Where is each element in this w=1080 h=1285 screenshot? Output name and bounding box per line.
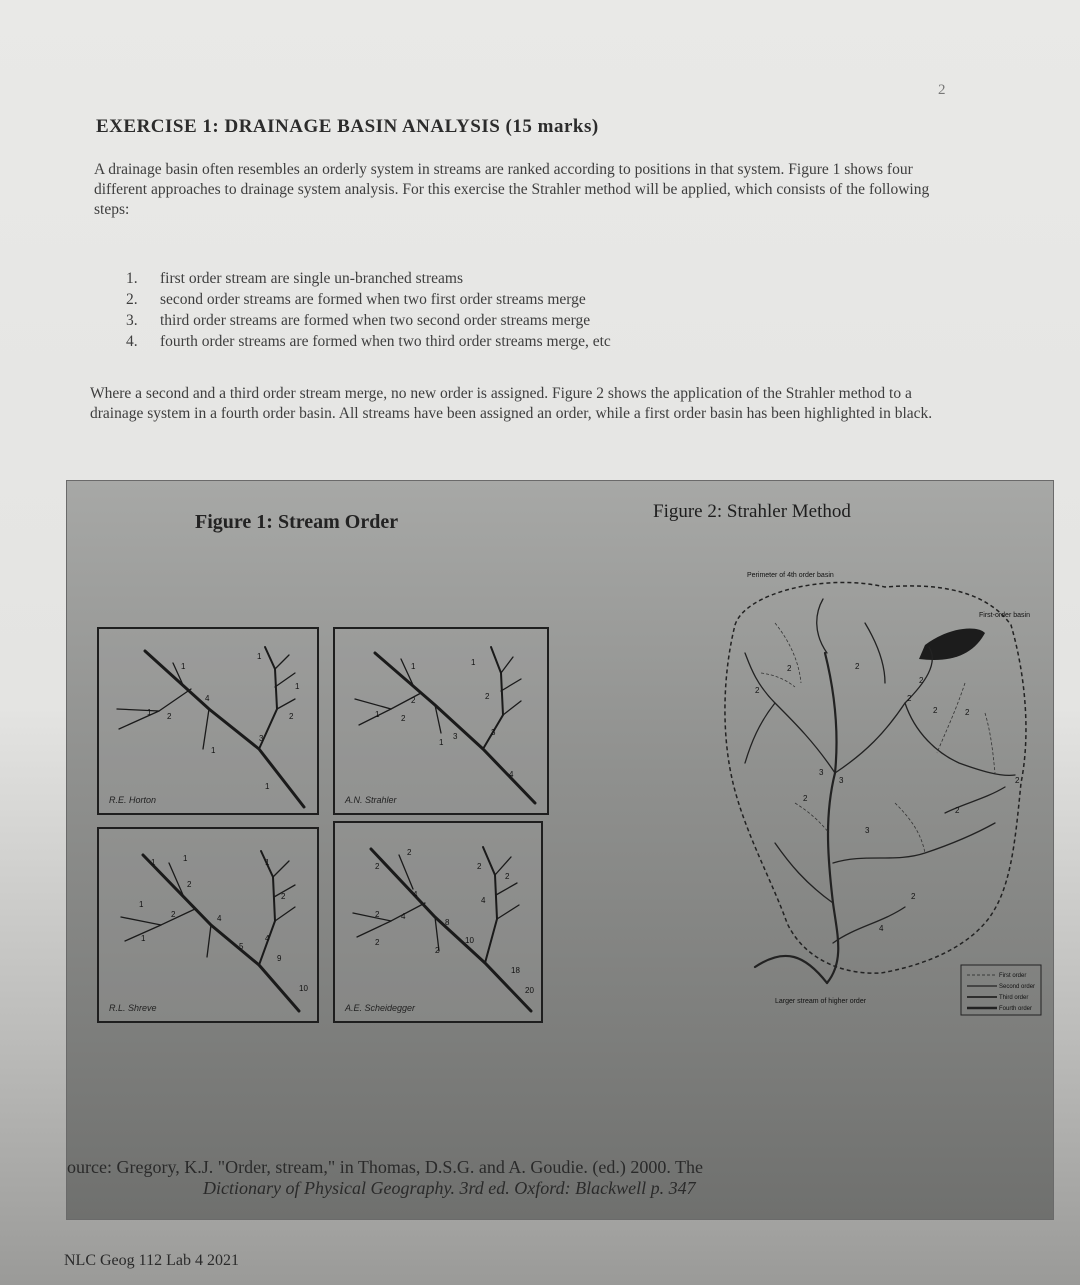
step-number: 1.	[126, 270, 138, 287]
svg-text:3: 3	[819, 768, 824, 777]
source-line-1: ource: Gregory, K.J. "Order, stream," in Thomas, D.S.G. and A. Goudie. (ed.) 2000. The	[67, 1157, 704, 1177]
svg-text:2: 2	[919, 676, 924, 685]
svg-text:1: 1	[257, 652, 262, 661]
svg-text:2: 2	[907, 694, 912, 703]
svg-text:10: 10	[465, 936, 474, 945]
svg-text:2: 2	[803, 794, 808, 803]
perimeter-label: Perimeter of 4th order basin	[747, 572, 834, 579]
horton-label: R.E. Horton	[109, 795, 157, 805]
page-number: 2	[938, 82, 946, 98]
svg-text:1: 1	[181, 662, 186, 671]
svg-text:1: 1	[183, 854, 188, 863]
legend-first-order: First order	[999, 973, 1027, 979]
svg-text:2: 2	[289, 712, 294, 721]
legend-second-order: Second order	[999, 984, 1036, 990]
svg-text:2: 2	[281, 892, 286, 901]
svg-text:2: 2	[1015, 776, 1020, 785]
svg-text:1: 1	[211, 746, 216, 755]
svg-text:2: 2	[477, 862, 482, 871]
strahler-panel	[333, 627, 549, 815]
svg-text:1: 1	[139, 900, 144, 909]
svg-text:3: 3	[839, 776, 844, 785]
svg-text:2: 2	[407, 848, 412, 857]
svg-text:3: 3	[491, 728, 496, 737]
svg-text:5: 5	[239, 942, 244, 951]
list-item	[126, 310, 611, 331]
figure1-title: Figure 1: Stream Order	[195, 511, 399, 533]
list-item	[126, 289, 611, 310]
svg-text:1: 1	[141, 934, 146, 943]
strahler-label: A.N. Strahler	[345, 795, 397, 805]
step-text: third order streams are formed when two second order streams merge	[160, 312, 591, 329]
svg-text:1: 1	[439, 738, 444, 747]
svg-text:2: 2	[375, 862, 380, 871]
figure2-title: Figure 2: Strahler Method	[653, 501, 851, 522]
svg-text:9: 9	[277, 954, 282, 963]
larger-stream-label: Larger stream of higher order	[775, 998, 867, 1005]
first-order-basin	[919, 629, 985, 660]
svg-text:1: 1	[151, 858, 156, 867]
svg-text:2: 2	[855, 662, 860, 671]
svg-text:2: 2	[435, 946, 440, 955]
svg-text:2: 2	[375, 938, 380, 947]
svg-text:2: 2	[375, 910, 380, 919]
step-text: first order stream are single un-branched streams	[160, 270, 463, 287]
svg-text:2: 2	[787, 664, 792, 673]
footer: NLC Geog 112 Lab 4 2021	[64, 1252, 239, 1269]
scheidegger-label: A.E. Scheidegger	[345, 1003, 416, 1013]
first-order-basin-label: First-order basin	[979, 612, 1030, 619]
svg-text:2: 2	[401, 714, 406, 723]
shreve-label: R.L. Shreve	[109, 1003, 157, 1013]
intro-paragraph: A drainage basin often resembles an orderly system in streams are ranked according to positions in that system. Figure 1 shows four different approaches to drainage system analysis. For this exercise the Strahler method will be applied, which consists of the following steps:	[94, 161, 930, 218]
step-number: 3.	[126, 312, 138, 329]
svg-text:4: 4	[265, 934, 270, 943]
svg-text:2: 2	[933, 706, 938, 715]
svg-text:2: 2	[187, 880, 192, 889]
svg-text:4: 4	[879, 924, 884, 933]
svg-text:4: 4	[401, 912, 406, 921]
legend-fourth-order: Fourth order	[999, 1006, 1033, 1012]
svg-text:2: 2	[171, 910, 176, 919]
svg-text:20: 20	[525, 986, 534, 995]
legend-third-order: Third order	[999, 995, 1029, 1001]
svg-text:2: 2	[505, 872, 510, 881]
shreve-stream-diagram	[99, 829, 317, 1021]
svg-text:2: 2	[755, 686, 760, 695]
svg-text:4: 4	[205, 694, 210, 703]
legend	[961, 965, 1041, 1015]
scheidegger-panel	[333, 821, 543, 1023]
svg-text:8: 8	[445, 918, 450, 927]
figure-panel	[66, 480, 1054, 1220]
svg-text:2: 2	[911, 892, 916, 901]
svg-text:10: 10	[299, 984, 308, 993]
steps-list	[126, 268, 611, 352]
svg-text:1: 1	[375, 710, 380, 719]
svg-text:2: 2	[485, 692, 490, 701]
svg-text:4: 4	[481, 896, 486, 905]
exercise-title: EXERCISE 1: DRAINAGE BASIN ANALYSIS (15 marks)	[96, 116, 599, 137]
svg-text:3: 3	[453, 732, 458, 741]
horton-panel	[97, 627, 319, 815]
svg-text:2: 2	[965, 708, 970, 717]
svg-text:4: 4	[509, 770, 514, 779]
step-text: fourth order streams are formed when two third order streams merge, etc	[160, 333, 611, 350]
source-citation	[67, 1157, 1053, 1199]
svg-text:1: 1	[411, 662, 416, 671]
svg-text:1: 1	[265, 782, 270, 791]
svg-text:3: 3	[259, 734, 264, 743]
step-number: 2.	[126, 291, 138, 308]
step-text: second order streams are formed when two first order streams merge	[160, 291, 586, 308]
shreve-panel	[97, 827, 319, 1023]
svg-text:3: 3	[865, 826, 870, 835]
strahler-stream-diagram	[335, 629, 547, 813]
scheidegger-stream-diagram	[335, 823, 541, 1021]
svg-text:1: 1	[471, 658, 476, 667]
list-item	[126, 331, 611, 352]
svg-text:1: 1	[265, 858, 270, 867]
horton-stream-diagram	[99, 629, 317, 813]
source-line-2: Dictionary of Physical Geography. 3rd ed. Oxford: Blackwell p. 347	[203, 1178, 696, 1198]
svg-text:1: 1	[147, 708, 152, 717]
svg-text:18: 18	[511, 966, 520, 975]
step-number: 4.	[126, 333, 138, 350]
strahler-basin-map	[715, 563, 1045, 1033]
svg-text:4: 4	[413, 890, 418, 899]
svg-text:2: 2	[411, 696, 416, 705]
svg-text:2: 2	[955, 806, 960, 815]
svg-text:2: 2	[167, 712, 172, 721]
strahler-paragraph: Where a second and a third order stream merge, no new order is assigned. Figure 2 shows the application of the Strahler method to a drainage system in a fourth order basin. All streams have been assigned an order, while a first order basin has been highlighted in black.	[90, 385, 933, 422]
svg-text:1: 1	[295, 682, 300, 691]
svg-text:4: 4	[217, 914, 222, 923]
list-item	[126, 268, 611, 289]
